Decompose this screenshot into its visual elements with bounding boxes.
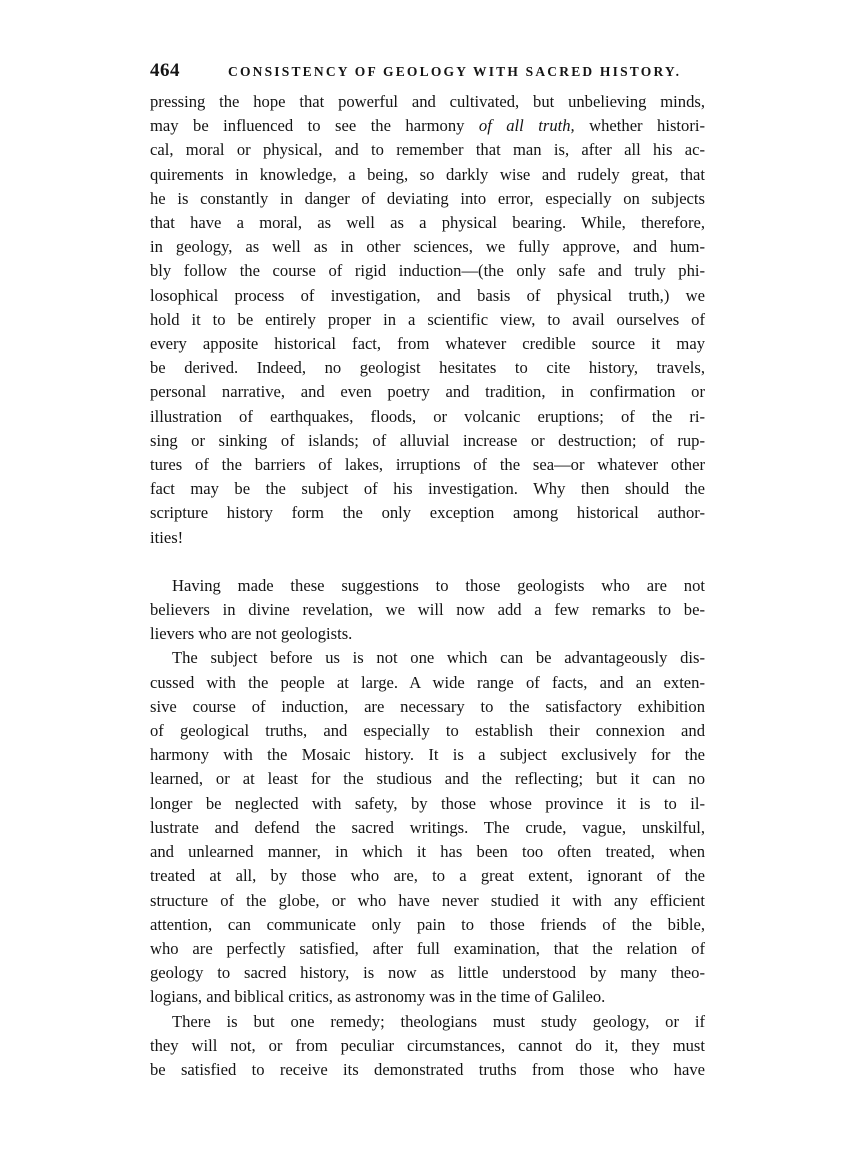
text-line: learned, or at least for the studious and the reflecting; but it can no [150,769,705,789]
text-line: structure of the globe, or who have never studied it with any efficient [150,890,705,910]
text-line: hold it to be entirely proper in a scientific view, to avail ourselves of [150,309,705,329]
text-span: whether histori- [574,116,705,136]
text-line: longer be neglected with safety, by those whose province it is to il- [150,793,705,813]
text-line: sive course of induction, are necessary to the satisfactory exhibition [150,696,705,716]
paragraph-1 [150,90,705,550]
text-line: cussed with the people at large. A wide range of facts, and an exten- [150,672,705,692]
page-number: 464 [150,60,180,81]
text-line: that have a moral, as well as a physical bearing. While, therefore, [150,213,705,233]
paragraph-4 [150,1010,705,1083]
running-head [150,60,705,90]
text-line [150,114,705,138]
text-span: may be influenced to see the harmony [150,116,479,136]
paragraph-3 [150,646,705,1009]
text-line: quirements in knowledge, a being, so darkly wise and rudely great, that [150,164,705,184]
text-line: logians, and biblical critics, as astronomy was in the time of Galileo. [150,987,606,1007]
text-line: in geology, as well as in other sciences, we fully approve, and hum- [150,237,705,257]
text-line: sing or sinking of islands; of alluvial increase or destruction; of rup- [150,430,705,450]
text-line: fact may be the subject of his investigation. Why then should the [150,479,705,499]
text-line: and unlearned manner, in which it has been too often treated, when [150,842,705,862]
text-line: lustrate and defend the sacred writings. The crude, vague, unskilful, [150,817,705,837]
paragraph-2 [150,574,705,647]
text-line: believers in divine revelation, we will now add a few remarks to be- [150,600,705,620]
book-page [150,60,705,1082]
text-line: cal, moral or physical, and to remember that man is, after all his ac- [150,140,705,160]
text-line: geology to sacred history, is now as little understood by many theo- [150,963,705,983]
text-line: of geological truths, and especially to establish their connexion and [150,721,705,741]
text-line: losophical process of investigation, and basis of physical truth,) we [150,285,705,305]
text-line: pressing the hope that powerful and cultivated, but unbelieving minds, [150,92,705,111]
text-line: he is constantly in danger of deviating into error, especially on subjects [150,188,705,208]
text-line: attention, can communicate only pain to those friends of the bible, [150,914,705,934]
text-line: treated at all, by those who are, to a great extent, ignorant of the [150,866,705,886]
text-line: There is but one remedy; theologians must study geology, or if [172,1011,705,1031]
text-line: harmony with the Mosaic history. It is a subject exclusively for the [150,745,705,765]
text-line: scripture history form the only exception among historical author- [150,503,705,523]
text-line: who are perfectly satisfied, after full examination, that the relation of [150,938,705,958]
text-line: be derived. Indeed, no geologist hesitates to cite history, travels, [150,358,705,378]
text-line: illustration of earthquakes, floods, or volcanic eruptions; of the ri- [150,406,705,426]
text-line: be satisfied to receive its demonstrated truths from those who have [150,1059,705,1079]
emphasis-text: of all truth, [478,116,575,136]
text-line: tures of the barriers of lakes, irruptions of the sea—or whatever other [150,455,705,475]
text-line: The subject before us is not one which can be advantageously dis- [172,648,705,668]
text-line: Having made these suggestions to those geologists who are not [172,575,705,595]
text-line: every apposite historical fact, from whatever credible source it may [150,334,705,354]
text-line: ities! [150,527,184,547]
running-title: CONSISTENCY OF GEOLOGY WITH SACRED HISTORY. [228,64,682,79]
text-line: personal narrative, and even poetry and tradition, in confirmation or [150,382,705,402]
text-line: lievers who are not geologists. [150,624,353,644]
text-line: bly follow the course of rigid induction—(the only safe and truly phi- [150,261,705,281]
text-line: they will not, or from peculiar circumstances, cannot do it, they must [150,1035,705,1055]
